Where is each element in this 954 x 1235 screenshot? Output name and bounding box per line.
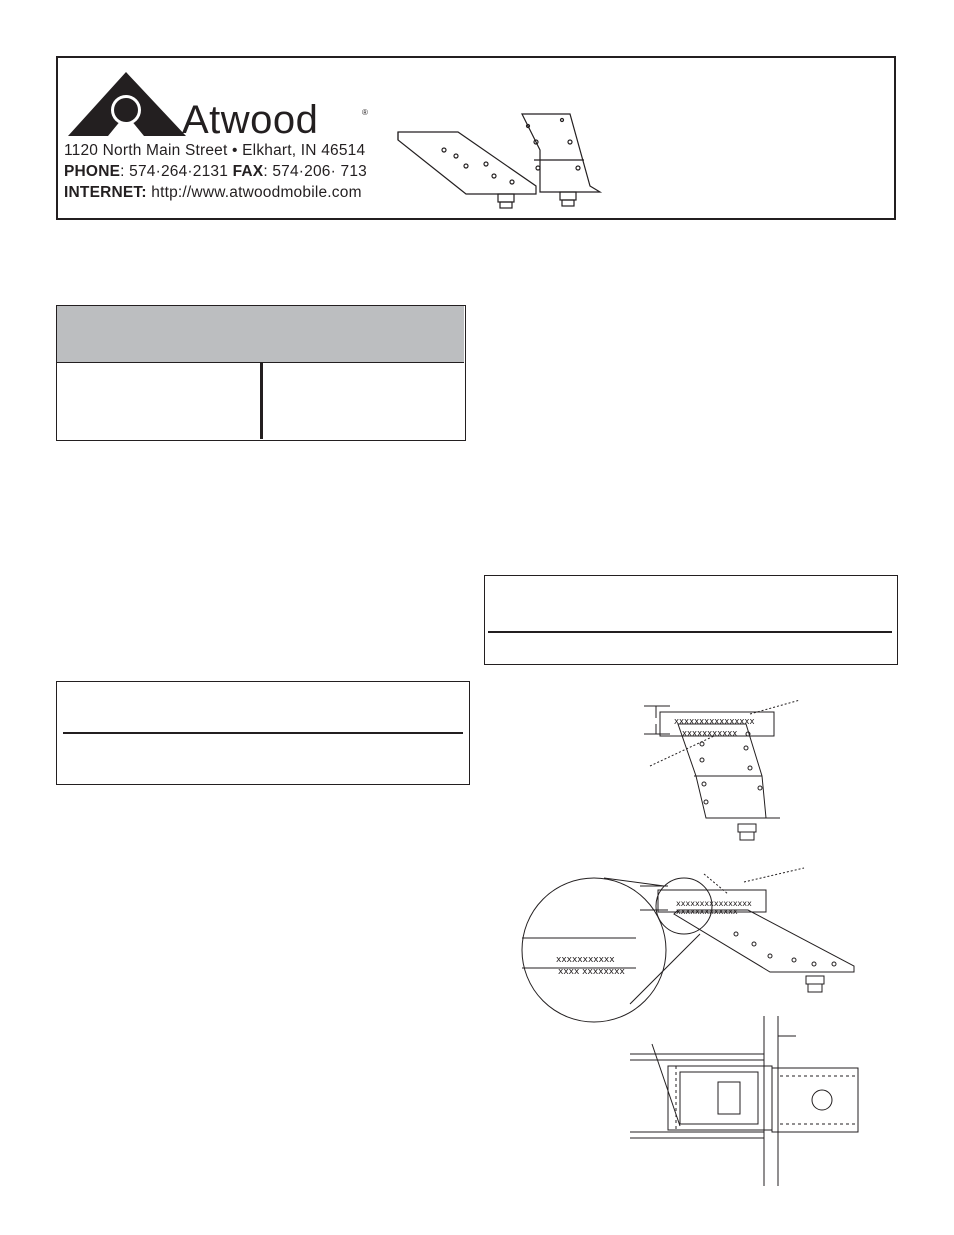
fax-number: : 574·206· 713 — [263, 163, 367, 180]
fax-label: FAX — [232, 163, 264, 180]
weld-diagram-icon — [630, 694, 810, 854]
phone-line — [64, 163, 367, 181]
internet-label: INTERNET: — [64, 184, 147, 201]
svg-text:xxxxxxxxxxx: xxxxxxxxxxx — [682, 729, 738, 739]
spec-table-divider — [260, 362, 263, 439]
frame-mount-diagram-icon — [620, 1016, 870, 1192]
svg-text:xxxx xxxxxxxx: xxxx xxxxxxxx — [558, 967, 625, 977]
caution-rule-right — [488, 631, 892, 633]
svg-text:xxxxxxxxxxxxx: xxxxxxxxxxxxx — [676, 907, 738, 916]
spec-table-header — [57, 306, 464, 363]
jack-bracket-illustration-icon — [394, 106, 654, 216]
caution-box-left — [56, 681, 470, 785]
caution-rule-left — [63, 732, 463, 734]
angled-weld-diagram-icon — [508, 864, 868, 1024]
svg-text:xxxxxxxxxxx: xxxxxxxxxxx — [556, 955, 615, 965]
caution-box-right — [484, 575, 898, 665]
brand-name: Atwood — [182, 98, 319, 142]
internet-url: http://www.atwoodmobile.com — [146, 184, 362, 201]
phone-label: PHONE — [64, 163, 121, 180]
phone-number: : 574·264·2131 — [120, 163, 233, 180]
spec-table — [56, 305, 466, 441]
atwood-logo-icon — [66, 70, 188, 138]
svg-text:xxxxxxxxxxxxxxxx: xxxxxxxxxxxxxxxx — [676, 899, 752, 908]
internet-line — [64, 184, 362, 202]
address-line: 1120 North Main Street • Elkhart, IN 46514 — [64, 142, 366, 159]
registered-mark: ® — [362, 108, 368, 117]
svg-text:xxxxxxxxxxxxxxxx: xxxxxxxxxxxxxxxx — [674, 717, 755, 727]
header-box — [56, 56, 896, 220]
